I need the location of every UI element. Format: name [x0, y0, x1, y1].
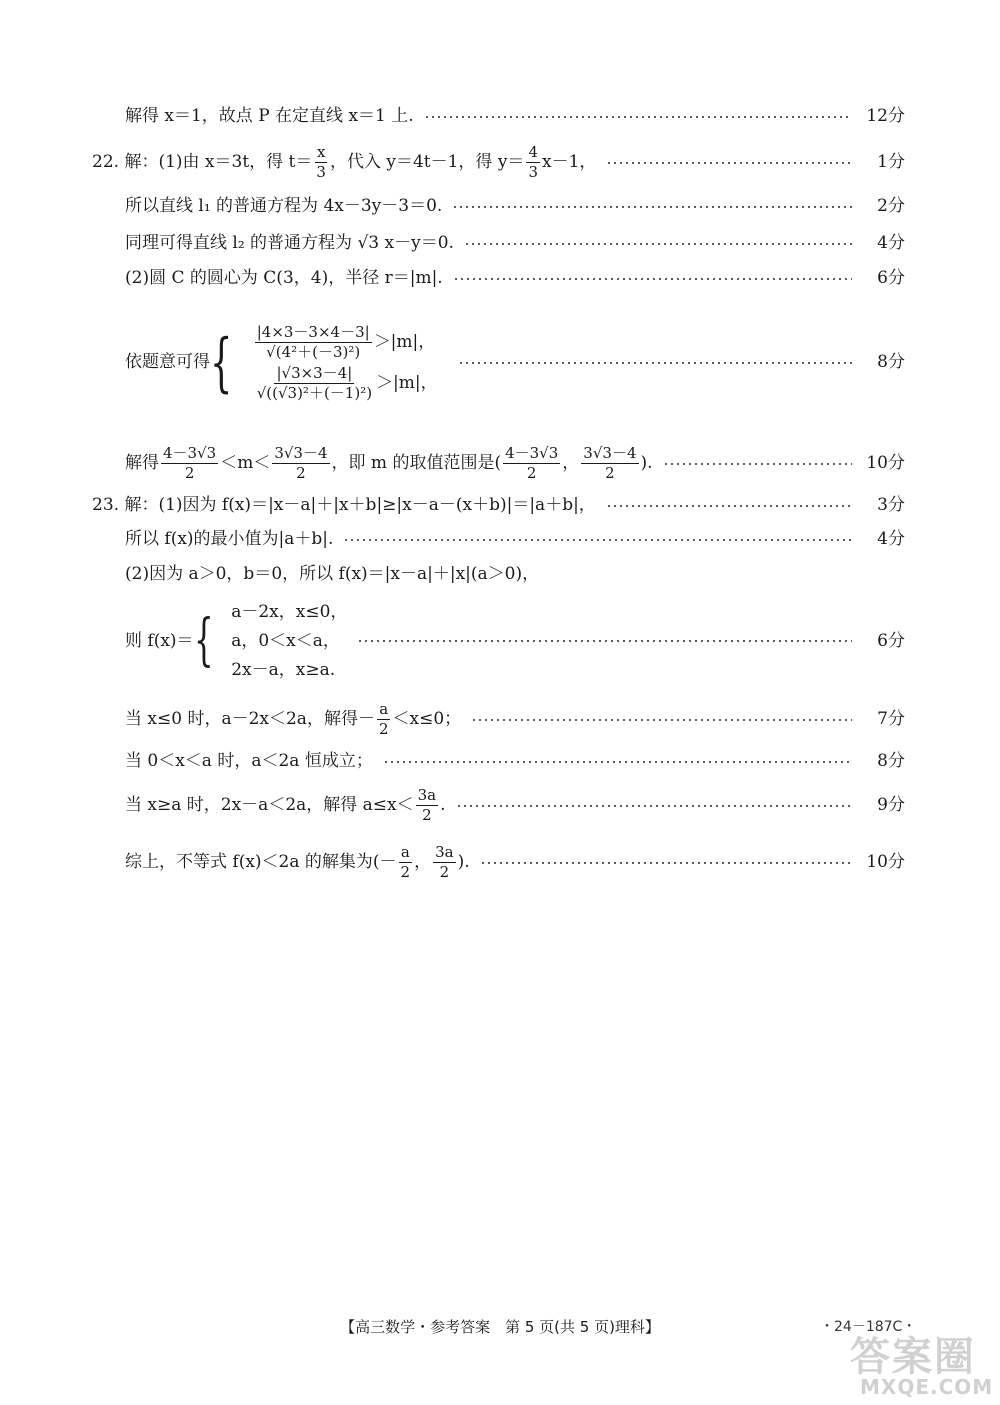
denominator: 2: [184, 464, 195, 482]
watermark-logo-icon: 答案圈: [850, 1334, 976, 1380]
text-segment: ).: [640, 453, 653, 473]
dot-leader: [606, 162, 852, 164]
numerator: x: [316, 143, 326, 161]
left-brace: {: [210, 325, 233, 400]
denominator: 2: [296, 464, 306, 482]
text-segment: 当 x≥a 时，2x－a＜2a，解得 a≤x＜: [125, 795, 414, 815]
dot-leader: [452, 206, 852, 208]
fraction: [272, 446, 329, 481]
fraction: [377, 702, 391, 737]
line-text: [125, 788, 446, 823]
numerator: a: [379, 700, 389, 718]
dot-leader: [383, 761, 852, 763]
dot-leader: [458, 362, 852, 364]
left-brace: {: [193, 608, 214, 673]
score-label: 6分: [877, 268, 905, 288]
score-label: 4分: [877, 233, 905, 253]
line-text: (2)因为 a＞0，b＝0，所以 f(x)＝|x－a|＋|x|(a＞0)，: [125, 564, 540, 584]
numerator: 4－3√3: [163, 444, 217, 462]
dot-leader: [663, 463, 852, 465]
fraction: [581, 446, 638, 481]
text-segment: ).: [457, 852, 470, 872]
solution-line-22-l1: [125, 198, 905, 215]
line-text: 23. 解：(1)因为 f(x)＝|x－a|＋|x＋b|≥|x－a－(x＋b)|＝|a＋b|，: [92, 495, 596, 515]
line-text: (2)圆 C 的圆心为 C(3，4)，半径 r＝|m|.: [125, 268, 443, 288]
score-label: 7分: [877, 709, 905, 729]
solution-line-23-summary: [125, 845, 905, 880]
solution-line-22-range: [125, 446, 905, 481]
line-text: [125, 446, 653, 481]
solution-line-23-case3: [125, 788, 905, 823]
score-label: 8分: [877, 751, 905, 771]
solution-line-21-conclusion: [125, 108, 905, 125]
line-text: 同理可得直线 l₂ 的普通方程为 √3 x－y＝0.: [125, 233, 454, 253]
score-label: 6分: [877, 630, 905, 651]
fraction: [255, 363, 374, 402]
dot-leader: [456, 805, 852, 807]
site-watermark: [850, 1325, 1000, 1405]
denominator: 3: [528, 163, 538, 181]
text-segment: 解得: [125, 453, 159, 473]
fraction: [399, 845, 413, 880]
text-segment: 综上，不等式 f(x)＜2a 的解集为(－: [125, 852, 397, 872]
text-segment: .: [440, 795, 446, 815]
numerator: a: [400, 843, 410, 861]
score-label: 3分: [877, 495, 905, 515]
score-label: 8分: [877, 352, 905, 372]
score-label: 1分: [877, 152, 905, 172]
text-segment: ＞|m|，: [373, 331, 436, 352]
solution-line-23-min: [125, 531, 905, 548]
score-label: 10分: [866, 453, 905, 473]
system-row: 2x－a，x≥a.: [231, 659, 336, 680]
line-text: [125, 601, 348, 680]
solution-line-23-case2: [125, 753, 905, 770]
text-segment: ＜m＜: [220, 453, 271, 473]
fraction: [503, 446, 560, 481]
numerator: |4×3－3×4－3|: [256, 322, 370, 341]
line-text: 解得 x＝1，故点 P 在定直线 x＝1 上.: [125, 106, 414, 126]
line-text: [125, 322, 438, 402]
denominator: 2: [439, 863, 450, 881]
score-label: 12分: [866, 106, 905, 126]
denominator: √((√3)²＋(－1)²): [256, 383, 373, 402]
line-text: 所以直线 l₁ 的普通方程为 4x－3y－3＝0.: [125, 196, 443, 216]
numerator: |√3×3－4|: [276, 363, 353, 382]
denominator: 2: [422, 806, 432, 824]
piecewise-system: [231, 601, 348, 680]
line-text: 当 0＜x＜a 时，a＜2a 恒成立；: [125, 751, 373, 771]
numerator: 3a: [435, 843, 454, 861]
solution-line-23-step1: [92, 497, 905, 514]
numerator: 3√3－4: [583, 444, 637, 462]
score-label: 2分: [877, 196, 905, 216]
solution-line-22-system: [125, 300, 905, 425]
line-text: [125, 702, 461, 737]
text-segment: 当 x≤0 时，a－2x＜2a，解得－: [125, 709, 375, 729]
inequality-system: [253, 322, 438, 402]
denominator: √(4²＋(－3)²): [266, 342, 361, 361]
solution-line-22-step1: [92, 145, 905, 180]
dot-leader: [453, 278, 852, 280]
fraction: [526, 145, 540, 180]
dot-leader: [343, 539, 852, 541]
text-segment: ＜x≤0；: [392, 709, 462, 729]
dot-leader: [471, 719, 852, 721]
line-text: [125, 845, 470, 880]
text-segment: x－1，: [541, 152, 597, 172]
text-segment: ，即 m 的取值范围是(: [331, 453, 502, 473]
fraction: [433, 845, 456, 880]
system-row: [253, 363, 438, 402]
exam-code: ・24－187C・: [820, 1319, 917, 1335]
text-segment: ，: [562, 453, 580, 473]
line-text: 所以 f(x)的最小值为|a＋b|.: [125, 529, 334, 549]
denominator: 2: [605, 464, 615, 482]
score-label: 10分: [866, 852, 905, 872]
denominator: 3: [316, 163, 326, 181]
dot-leader: [357, 640, 852, 642]
text-segment: 则 f(x)＝: [125, 630, 194, 651]
system-row: a，0＜x＜a，: [231, 630, 340, 651]
solution-line-23-piecewise: [125, 594, 905, 688]
text-segment: ，: [414, 852, 432, 872]
system-row: a－2x，x≤0，: [231, 601, 348, 622]
score-label: 9分: [877, 795, 905, 815]
fraction: [255, 322, 372, 361]
dot-leader: [606, 505, 852, 507]
line-text: [92, 145, 596, 180]
numerator: 4－3√3: [505, 444, 559, 462]
solution-line-23-step2: [125, 566, 539, 583]
text-segment: ＞|m|，: [376, 372, 438, 393]
fraction: [314, 145, 328, 180]
solution-line-23-case1: [125, 702, 905, 737]
fraction: [416, 788, 439, 823]
denominator: 2: [526, 464, 537, 482]
denominator: 2: [400, 863, 411, 881]
text-segment: 依题意可得: [125, 352, 210, 372]
numerator: 4: [528, 143, 538, 161]
numerator: 3√3－4: [274, 444, 328, 462]
text-segment: 22. 解：(1)由 x＝3t，得 t＝: [92, 152, 313, 172]
dot-leader: [424, 116, 852, 118]
text-segment: ，代入 y＝4t－1，得 y＝: [329, 152, 525, 172]
score-label: 4分: [877, 529, 905, 549]
solution-line-22-circle: [125, 270, 905, 287]
dot-leader: [464, 243, 852, 245]
fraction: [161, 446, 218, 481]
watermark-site: MXQE.COM: [860, 1375, 994, 1399]
solution-line-22-l2: [125, 235, 905, 252]
denominator: 2: [378, 720, 389, 738]
numerator: 3a: [417, 786, 437, 804]
system-row: [253, 322, 438, 361]
dot-leader: [480, 862, 852, 864]
page-footer: 【高三数学・参考答案 第 5 页(共 5 页)理科】: [340, 1318, 660, 1336]
